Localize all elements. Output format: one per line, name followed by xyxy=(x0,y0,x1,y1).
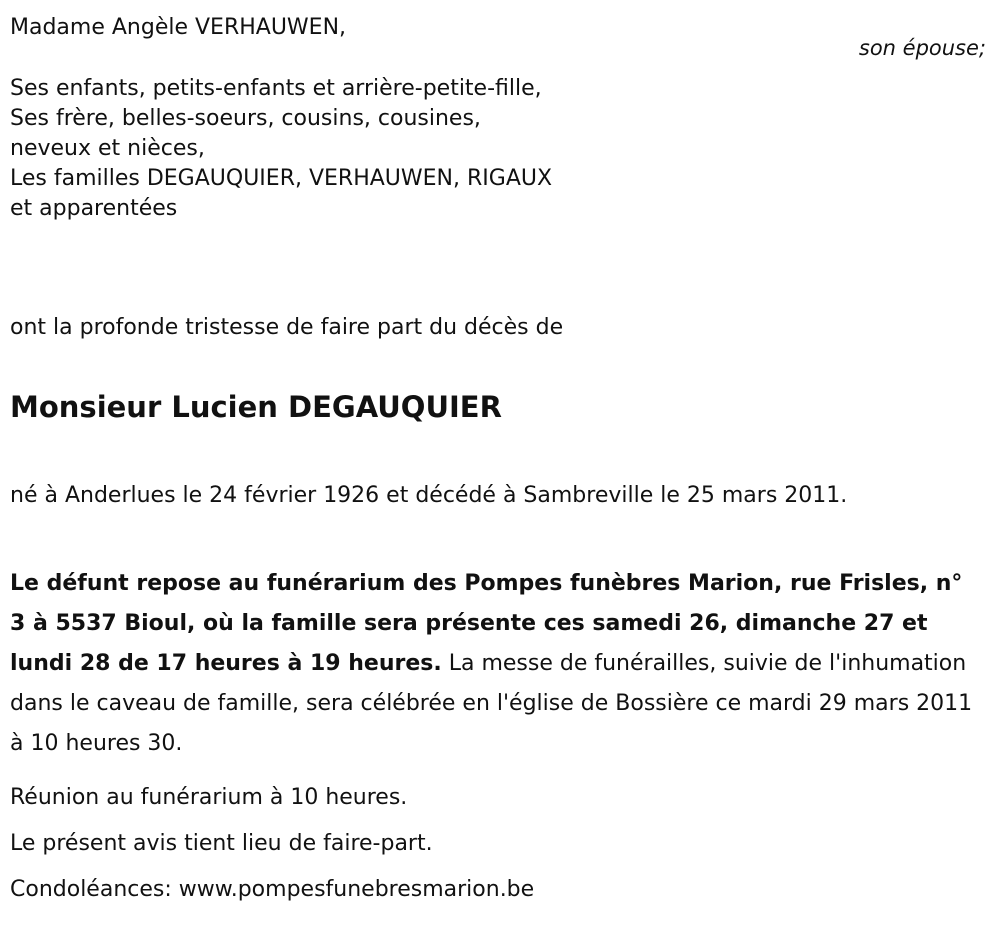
family-line: Ses frère, belles-soeurs, cousins, cousines, xyxy=(10,106,481,131)
funeral-info: La messe de funérailles, suivie de l'inhumation dans le caveau de famille, sera célébrée en l'église de Bossière ce mardi 29 mars 2011 à 10 heures 30. xyxy=(10,651,973,756)
meeting-info: Réunion au funérarium à 10 heures. xyxy=(10,785,408,810)
visitation-info: Le défunt repose au funérarium des Pompes funèbres Marion, rue Frisles, n° 3 à 5537 Bioul, où la famille sera présente ces samedi 26, dimanche 27 et lundi 28 de 17 heures à 19 heures. xyxy=(10,571,963,676)
family-list xyxy=(10,74,552,224)
notice: Le présent avis tient lieu de faire-part. xyxy=(10,831,433,856)
spouse-label: son épouse; xyxy=(858,36,986,60)
announcement: ont la profonde tristesse de faire part du décès de xyxy=(10,315,564,340)
family-line: Les familles DEGAUQUIER, VERHAUWEN, RIGAUX xyxy=(10,166,553,191)
family-line: Ses enfants, petits-enfants et arrière-petite-fille, xyxy=(10,76,542,101)
condolences: Condoléances: www.pompesfunebresmarion.be xyxy=(10,877,535,902)
family-line: et apparentées xyxy=(10,196,178,221)
birth-death: né à Anderlues le 24 février 1926 et décédé à Sambreville le 25 mars 2011. xyxy=(10,483,848,508)
family-line: neveux et nièces, xyxy=(10,136,205,161)
deceased-name: Monsieur Lucien DEGAUQUIER xyxy=(10,390,502,424)
funeral-details xyxy=(10,564,985,764)
opening-line: Madame Angèle VERHAUWEN, xyxy=(10,15,347,40)
